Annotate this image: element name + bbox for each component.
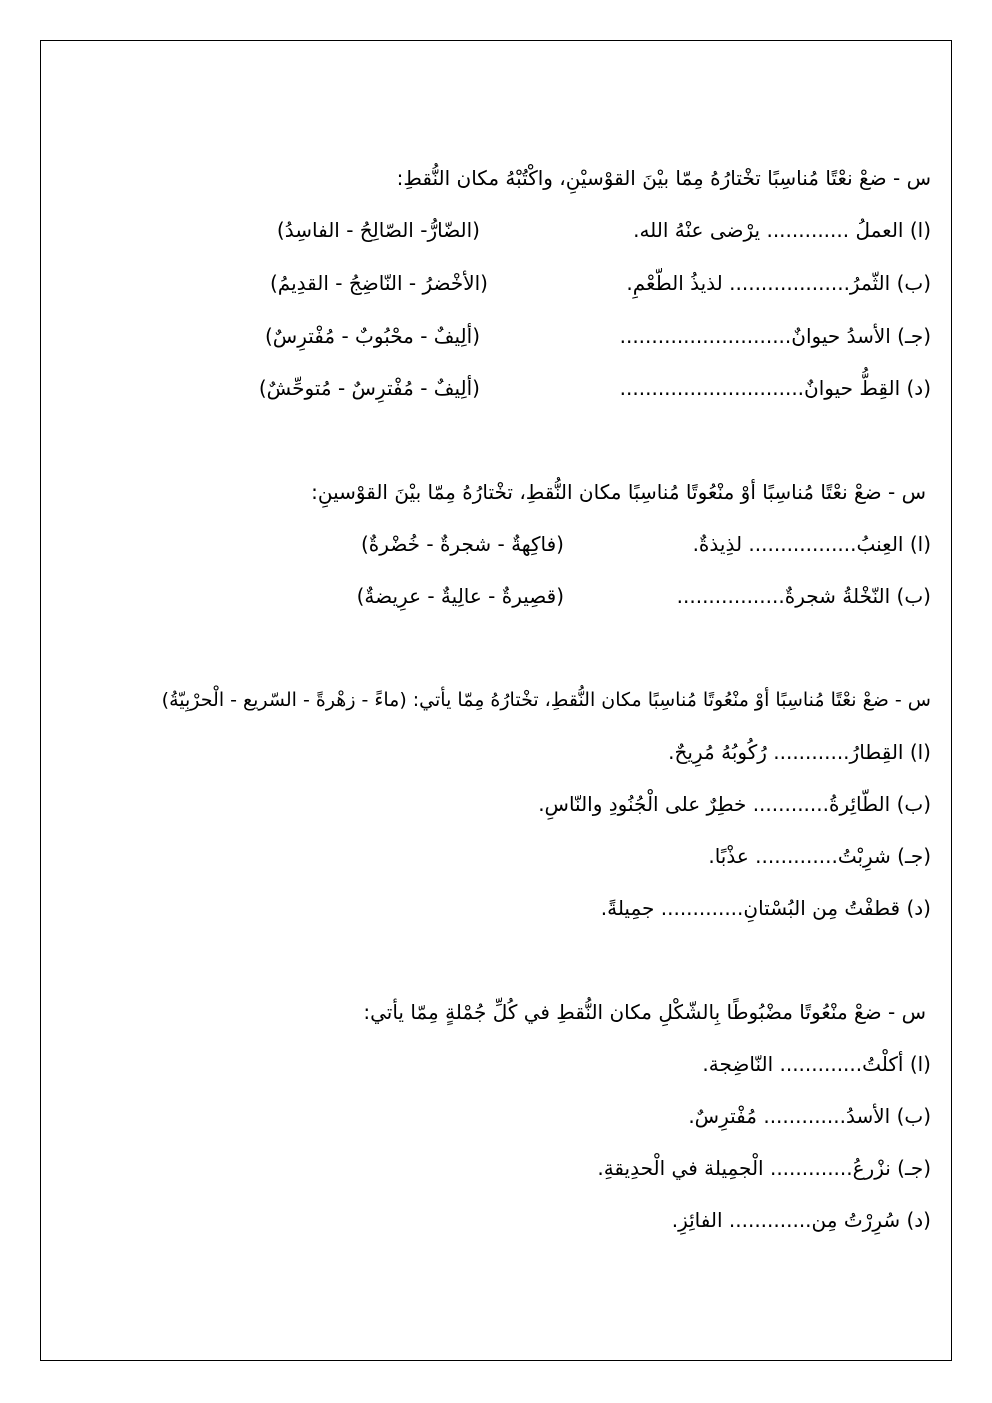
q4-item-d: (د) سُرِرْتُ مِن............. الفائِزِ.	[671, 1208, 931, 1232]
q1-item-b-options: (الأخْضرُ - النّاضِجُ - القدِيمُ)	[270, 271, 488, 295]
q3-item-b: (ب) الطّائِرةُ............ خطِرٌ على الْجُنُودِ والنّاسِ.	[538, 792, 931, 816]
q1-item-a-text: (ا) العملُ ............. يرْضى عنْهُ الله.	[633, 218, 931, 242]
q1-item-b-text: (ب) الثّمرُ................... لذيذُ الطّعْمِ.	[626, 271, 931, 295]
q2-item-b	[677, 582, 931, 610]
q2-item-b-text: (ب) النّخْلةُ شجرةٌ.................	[676, 584, 931, 608]
q1-item-d-options: (ألِيفٌ - مُفْترِسٌ - مُتوحِّشٌ)	[258, 376, 480, 400]
q4-item-b: (ب) الأسدُ............. مُفْترِسٌ.	[688, 1104, 931, 1128]
q1-item-c	[620, 322, 931, 350]
question-4: س - ضعْ منْعُوتًا مضْبُوطًا بِالشّكْلِ مكان النُّقطِ في كُلِّ جُمْلةٍ مِمّا يأتي:	[363, 1000, 926, 1024]
q1-item-c-text: (جـ) الأسدُ حيوانٌ...........................	[619, 324, 931, 348]
q2-item-a-text: (ا) العِنبُ................. لذِيذةٌ.	[692, 532, 931, 556]
q4-item-a: (ا) أكلْتُ............. النّاضِجة.	[702, 1052, 931, 1076]
question-2: س - ضعْ نعْتًا مُناسِبًا أوْ منْعُوتًا مُناسِبًا مكان النُّقطِ، تخْتارُهُ مِمّا بيْنَ القوْسينِ:	[311, 480, 926, 504]
question-1: س - ضعْ نعْتًا مُناسِبًا تخْتارُهُ مِمّا بيْنَ القوْسيْنِ، واكْتُبْهُ مكان النُّقطِ:	[396, 166, 931, 190]
q1-item-d-text: (د) القِطُّ حيوانٌ.............................	[619, 376, 931, 400]
q2-item-b-options: (قصِيرةٌ - عالِيةٌ - عرِيضةٌ)	[356, 584, 564, 608]
q4-item-c: (جـ) نزْرعُ............. الْجمِيلة في الْحدِيقةِ.	[597, 1156, 931, 1180]
q1-item-a	[633, 216, 931, 244]
q2-item-a	[693, 530, 931, 558]
q3-item-a: (ا) القِطارُ............ رُكُوبُهُ مُرِيحٌ.	[668, 740, 931, 764]
q3-item-d: (د) قطفْتُ مِن البُسْتانِ............. جمِيلةً.	[600, 896, 931, 920]
q3-item-c: (جـ) شرِبْتُ............. عذْبًا.	[708, 844, 931, 868]
q1-item-d	[620, 374, 931, 402]
q1-item-a-options: (الضّارُّ- الصّالِحُ - الفاسِدُ)	[276, 218, 480, 242]
question-3: س - ضعْ نعْتًا مُناسِبًا أوْ منْعُوتًا مُناسِبًا مكان النُّقطِ، تخْتارُهُ مِمّا يأتي: (ماءً - زهْرةً - السّريع - الْحرْبِيّةُ)	[161, 689, 931, 711]
q2-item-a-options: (فاكِهةٌ - شجرةٌ - خُضْرةٌ)	[361, 532, 564, 556]
q1-item-c-options: (ألِيفٌ - محْبُوبٌ - مُفْترِسٌ)	[265, 324, 480, 348]
q1-item-b	[626, 269, 931, 297]
